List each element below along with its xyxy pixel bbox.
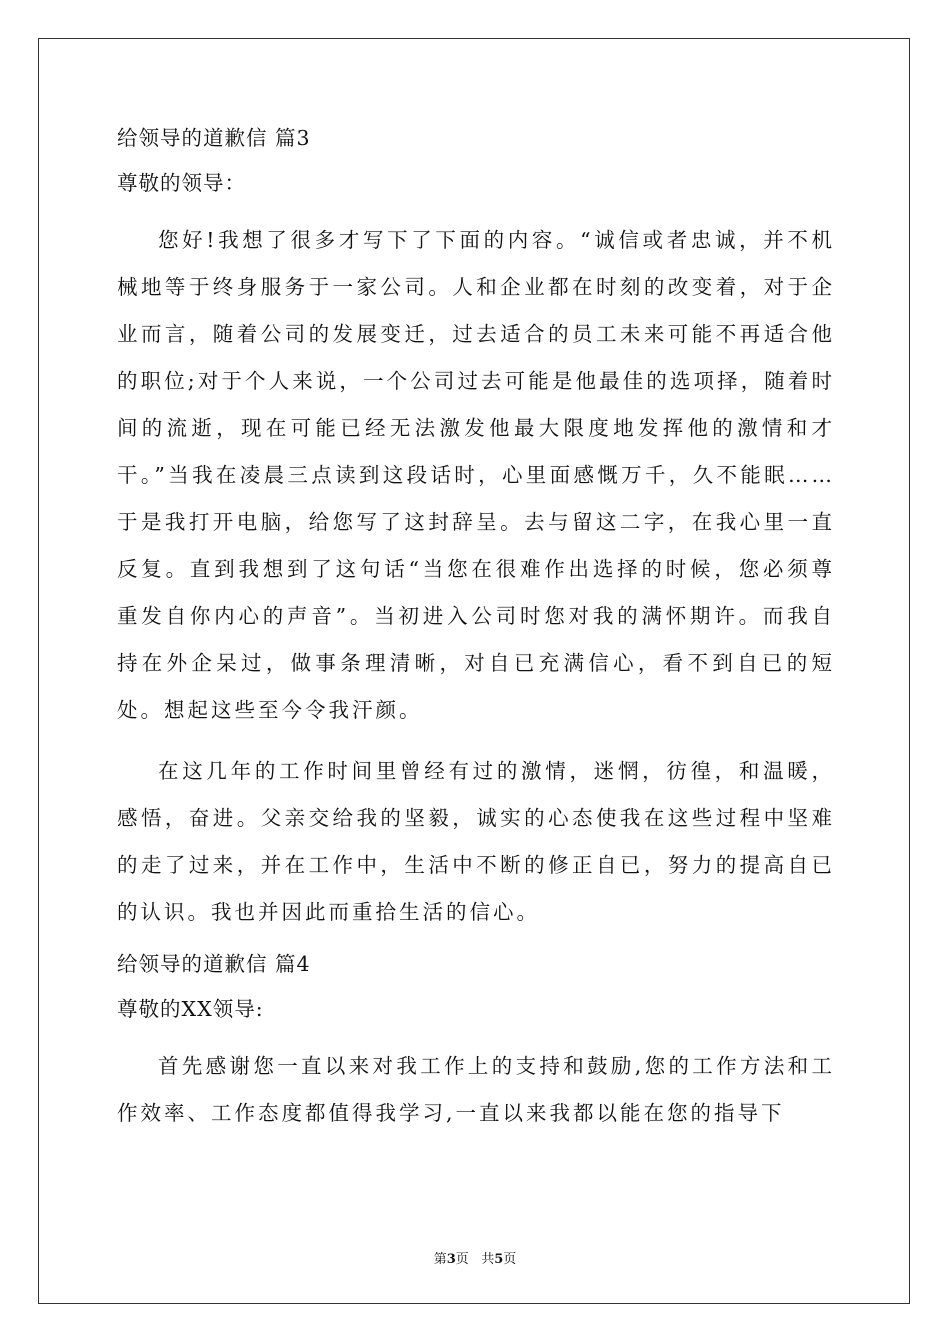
section-heading: 给领导的道歉信 篇3 — [117, 126, 311, 150]
total-label-suffix: 页 — [503, 1252, 517, 1267]
document-body — [117, 124, 835, 1137]
paragraph: 您好!我想了很多才写下了下面的内容。“诚信或者忠诚，并不机械地等于终身服务于一家公司。人和企业都在时刻的改变着，对于企业而言，随着公司的发展变迁，过去适合的员工未来可能不再适合他的职位;对于个人来说，一个公司过去可能是他最佳的选项择，随着时间的流逝，现在可能已经无法激发他最大限度地发挥他的激情和才干。”当我在凌晨三点读到这段话时，心里面感慨万千，久不能眠……于是我打开电脑，给您写了这封辞呈。去与留这二字，在我心里一直反复。直到我想到了这句话“当您在很难作出选择的时候，您必须尊重发自你内心的声音”。当初进入公司时您对我的满怀期许。而我自持在外企呆过，做事条理清晰，对自已充满信心，看不到自已的短处。想起这些至今令我汗颜。 — [117, 228, 835, 722]
paragraph: 在这几年的工作时间里曾经有过的激情，迷惘，彷徨，和温暖，感悟，奋进。父亲交给我的坚毅，诚实的心态使我在这些过程中坚难的走了过来，并在工作中，生活中不断的修正自已，努力的提高自已的认识。我也并因此而重拾生活的信心。 — [117, 759, 835, 924]
page-label-suffix: 页 — [455, 1252, 469, 1267]
page-footer — [0, 1248, 950, 1267]
page-label-prefix: 第 — [433, 1252, 447, 1267]
salutation: 尊敬的领导： — [117, 171, 246, 195]
paragraph: 首先感谢您一直以来对我工作上的支持和鼓励,您的工作方法和工作效率、工作态度都值得我学习,一直以来我都以能在您的指导下 — [117, 1054, 835, 1125]
total-label-prefix: 共 — [481, 1252, 495, 1267]
section-heading: 给领导的道歉信 篇4 — [117, 952, 311, 976]
salutation: 尊敬的XX领导: — [117, 997, 264, 1021]
total-page-count: 5 — [494, 1252, 504, 1267]
current-page-number: 3 — [446, 1252, 456, 1267]
